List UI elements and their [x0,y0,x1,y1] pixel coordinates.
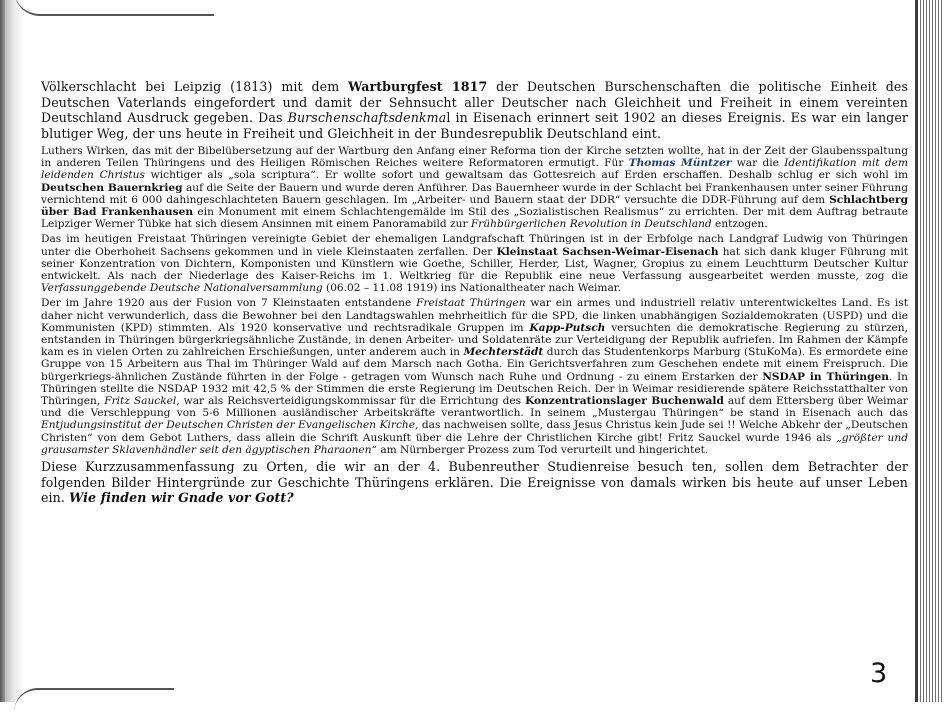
text-segment: durch das Studentenkorps Marburg (StuKoMa). Es ermordete eine Gruppe von 15 Arbeitern aus Thal im Thüringer Wald auf dem Marsch nach Gotha. Ein Gerichtsverfahren zum Geschehen endete mit einem Freispruch. Die bürgerkriegs-ähnlichen Zustände führten in der Folge - getragen vom Wunsch nach Ruhe und Ordnung - zu einem Erstarken der [41,346,908,383]
highlight-bauernkrieg: Deutschen Bauernkrieg [41,181,183,194]
paragraph-sachsen-weimar [41,233,908,294]
text-segment: , war als Reichsverteidigungskommissar für die Errichtung des [176,395,526,408]
text-segment: versuchten die demokratische Regierung zu stürzen, entstanden in Thüringen bürgerkriegsähnliche Zustände, in denen Arbeiter- und Soldatenräte zur Verteidigung der Republik aufriefen. Im Rahmen der Kämpfe kam es in vielen Orten zu zahlreichen Erschießungen, unter anderem auch in [41,321,908,359]
page-curl-left [0,0,24,702]
text-segment: das nachweisen sollte, dass Jesus Christus kein Jude sei !! Welche Abkehr der „Deutschen Christen“ von dem Gebot Luthers, dass allein die Schrift Auskunft über die Lehre der Christlichen Kirche gibt! Fritz Sauckel wurde 1946 als [41,419,908,444]
highlight-mechterstaedt: Mechterstädt [463,346,544,359]
text-segment: . In Thüringen stellte die NSDAP 1932 mit 42,5 % der Stimmen die erste Regierung im Deutschen Reich. Der in Weimar residierende spätere Reichsstatthalter von Thüringen, [41,370,908,408]
text-segment: hat sich dank kluger Führung mit seiner Konzentration von Dichtern, Komponisten und Künstlern wie Goethe, Schiller, Herder, List, Wagner, Gropius zu einem Leuchtturm Deutscher Kultur entwickelt. Als nach der Niederlage des Kaiser-Reichs im 1. Weltkrieg für die Republik eine neue Verfassung ausgearbeitet werden musste, zog die [41,245,908,283]
text-segment: wichtiger als „sola scriptura“. Er wollte sofort und gewaltsam das Gottesreich auf Erden erschaffen. Deshalb schlug er sich wohl im [144,169,908,182]
closing-question: Wie finden wir Gnade vor Gott? [69,490,294,506]
paragraph-summary [41,459,908,506]
text-segment: der Deutschen Burschenschaften die politische Einheit des Deutschen Vaterlands eingefordert und damit der Sehnsucht aller Deutscher nach Gleichheit und Freiheit in einem vereinten Deutschland Ausdruck gegeben. Das [41,79,909,125]
page-curl-bottom-edge [14,688,174,712]
quote-sklavenhaendler: „größter und grausamster Sklavenhändler seit den ägyptischen Pharaonen“ [41,431,908,456]
text-segment: Der im Jahre 1920 aus der Fusion von 7 Kleinstaaten entstandene [41,297,417,310]
page-stack-edge [918,0,944,702]
text-segment: Völkerschlacht bei Leipzig (1813) mit dem [41,79,349,94]
text-segment: Diese Kurzzusammenfassung zu Orten, die wir an der 4. Bubenreuther Studienreise besuch ten, sollen dem Betrachter der folgenden Bilder Hintergründe zur Geschichte Thüringens erklären. Die Ereignisse von damals wirken bis heute auf unser Leben ein. [41,459,908,506]
emphasis-fruehbuergerliche-revolution: Frühbürgerlichen Revolution in Deutschland [470,218,712,231]
text-segment: Luthers Wirken, das mit der Bibelübersetzung auf der Wartburg den Anfang einer Reforma tion der Kirche setzten wollte, hat in der Zeit der Glaubensspaltung in anderen Teilen Thüringens und des Heiligen Römischen Reiches weitere Reformatoren ermutigt. Für [41,145,908,170]
emphasis-nationalversammlung: Verfassunggebende Deutsche Nationalversammlung [41,282,323,295]
text-segment: auf die Seite der Bauern und wurde deren Anführer. Das Bauernheer wurde in der Schlacht bei Frankenhausen unter seiner Führung vernichtend mit 6 000 dahingeschlachteten Bauern geschlagen. Im „Arbeiter- und Bauern staat der DDR“ versuchte die DDR-Führung auf dem [41,181,908,206]
page-curl-top-edge [14,0,214,16]
text-segment: ein Monument mit einem Schlachtengemälde im Stil des „Sozialistischen Realismus“ zu errichten. Der mit dem Auftrag betraute Leipziger Werner Tübke hat sich diesem Ansinnen mit einem Panoramabild zur [41,206,908,231]
text-segment: (06.02 – 11.08 1919) ins Nationaltheater nach Weimar. [322,282,622,295]
highlight-buchenwald: Konzentrationslager Buchenwald [525,395,724,408]
text-segment: Das im heutigen Freistaat Thüringen vereinigte Gebiet der ehemaligen Landgrafschaft Thüringen ist in der Erbfolge nach Landgraf Ludwig von Thüringen unter die Oberhoheit Sachsens gekommen und in viele Kleinstaaten zerfallen. Der [41,233,908,258]
page-content [41,79,908,510]
highlight-nsdap: NSDAP in Thüringen [762,370,889,383]
text-segment: l in Eisenach erinnert seit 1902 an dieses Ereignis. Es war ein langer blutiger Weg, der uns heute in Freiheit und Gleichheit in der Bundesrepublik Deutschland eint. [41,110,908,141]
emphasis-identifikation: Identifikation mit dem leidenden Christus [41,157,908,182]
text-segment: entzogen. [711,218,768,231]
highlight-thomas-muentzer: Thomas Müntzer [628,157,732,170]
highlight-kapp-putsch: Kapp-Putsch [529,321,606,334]
text-segment: am Nürnberger Prozess zum Tod verurteilt und hingerichtet. [376,443,709,456]
emphasis-entjudungsinstitut: Entjudungsinstitut der Deutschen Christen der Evangelischen Kirche, [41,419,419,432]
text-segment: war ein armes und industriell relativ unterentwickeltes Land. Es ist daher nicht verwunderlich, dass die Bewohner bei den Landtagswahlen mehrheitlich für die SPD, die linken unabhängigen Sozialdemokraten (USPD) und die Kommunisten (KPD) stimmten. Als 1920 konservative und rechtsradikale Gruppen im [41,297,908,334]
emphasis-burschenschaftsdenkmal: Burschenschaftsdenkma [287,110,447,125]
text-segment: auf dem Ettersberg über Weimar und die Verschleppung von 5-6 Millionen ausländischer Arbeitskräfte verantwortlich. In seinem „Mustergau Thüringen“ be stand in Eisenach auch das [41,395,908,420]
paragraph-freistaat-thueringen [41,297,908,456]
paragraph-wartburgfest [41,79,908,141]
text-segment: war die [731,157,785,170]
highlight-kleinstaat: Kleinstaat Sachsen-Weimar-Eisenach [496,245,719,258]
highlight-wartburgfest: Wartburgfest 1817 [348,79,488,94]
paragraph-luther-muentzer [41,145,908,230]
page-number: 3 [870,658,888,689]
emphasis-fritz-sauckel: Fritz Sauckel [104,395,177,408]
highlight-schlachtberg: Schlachtberg über Bad Frankenhausen [41,193,908,219]
emphasis-freistaat: Freistaat Thüringen [416,297,526,310]
